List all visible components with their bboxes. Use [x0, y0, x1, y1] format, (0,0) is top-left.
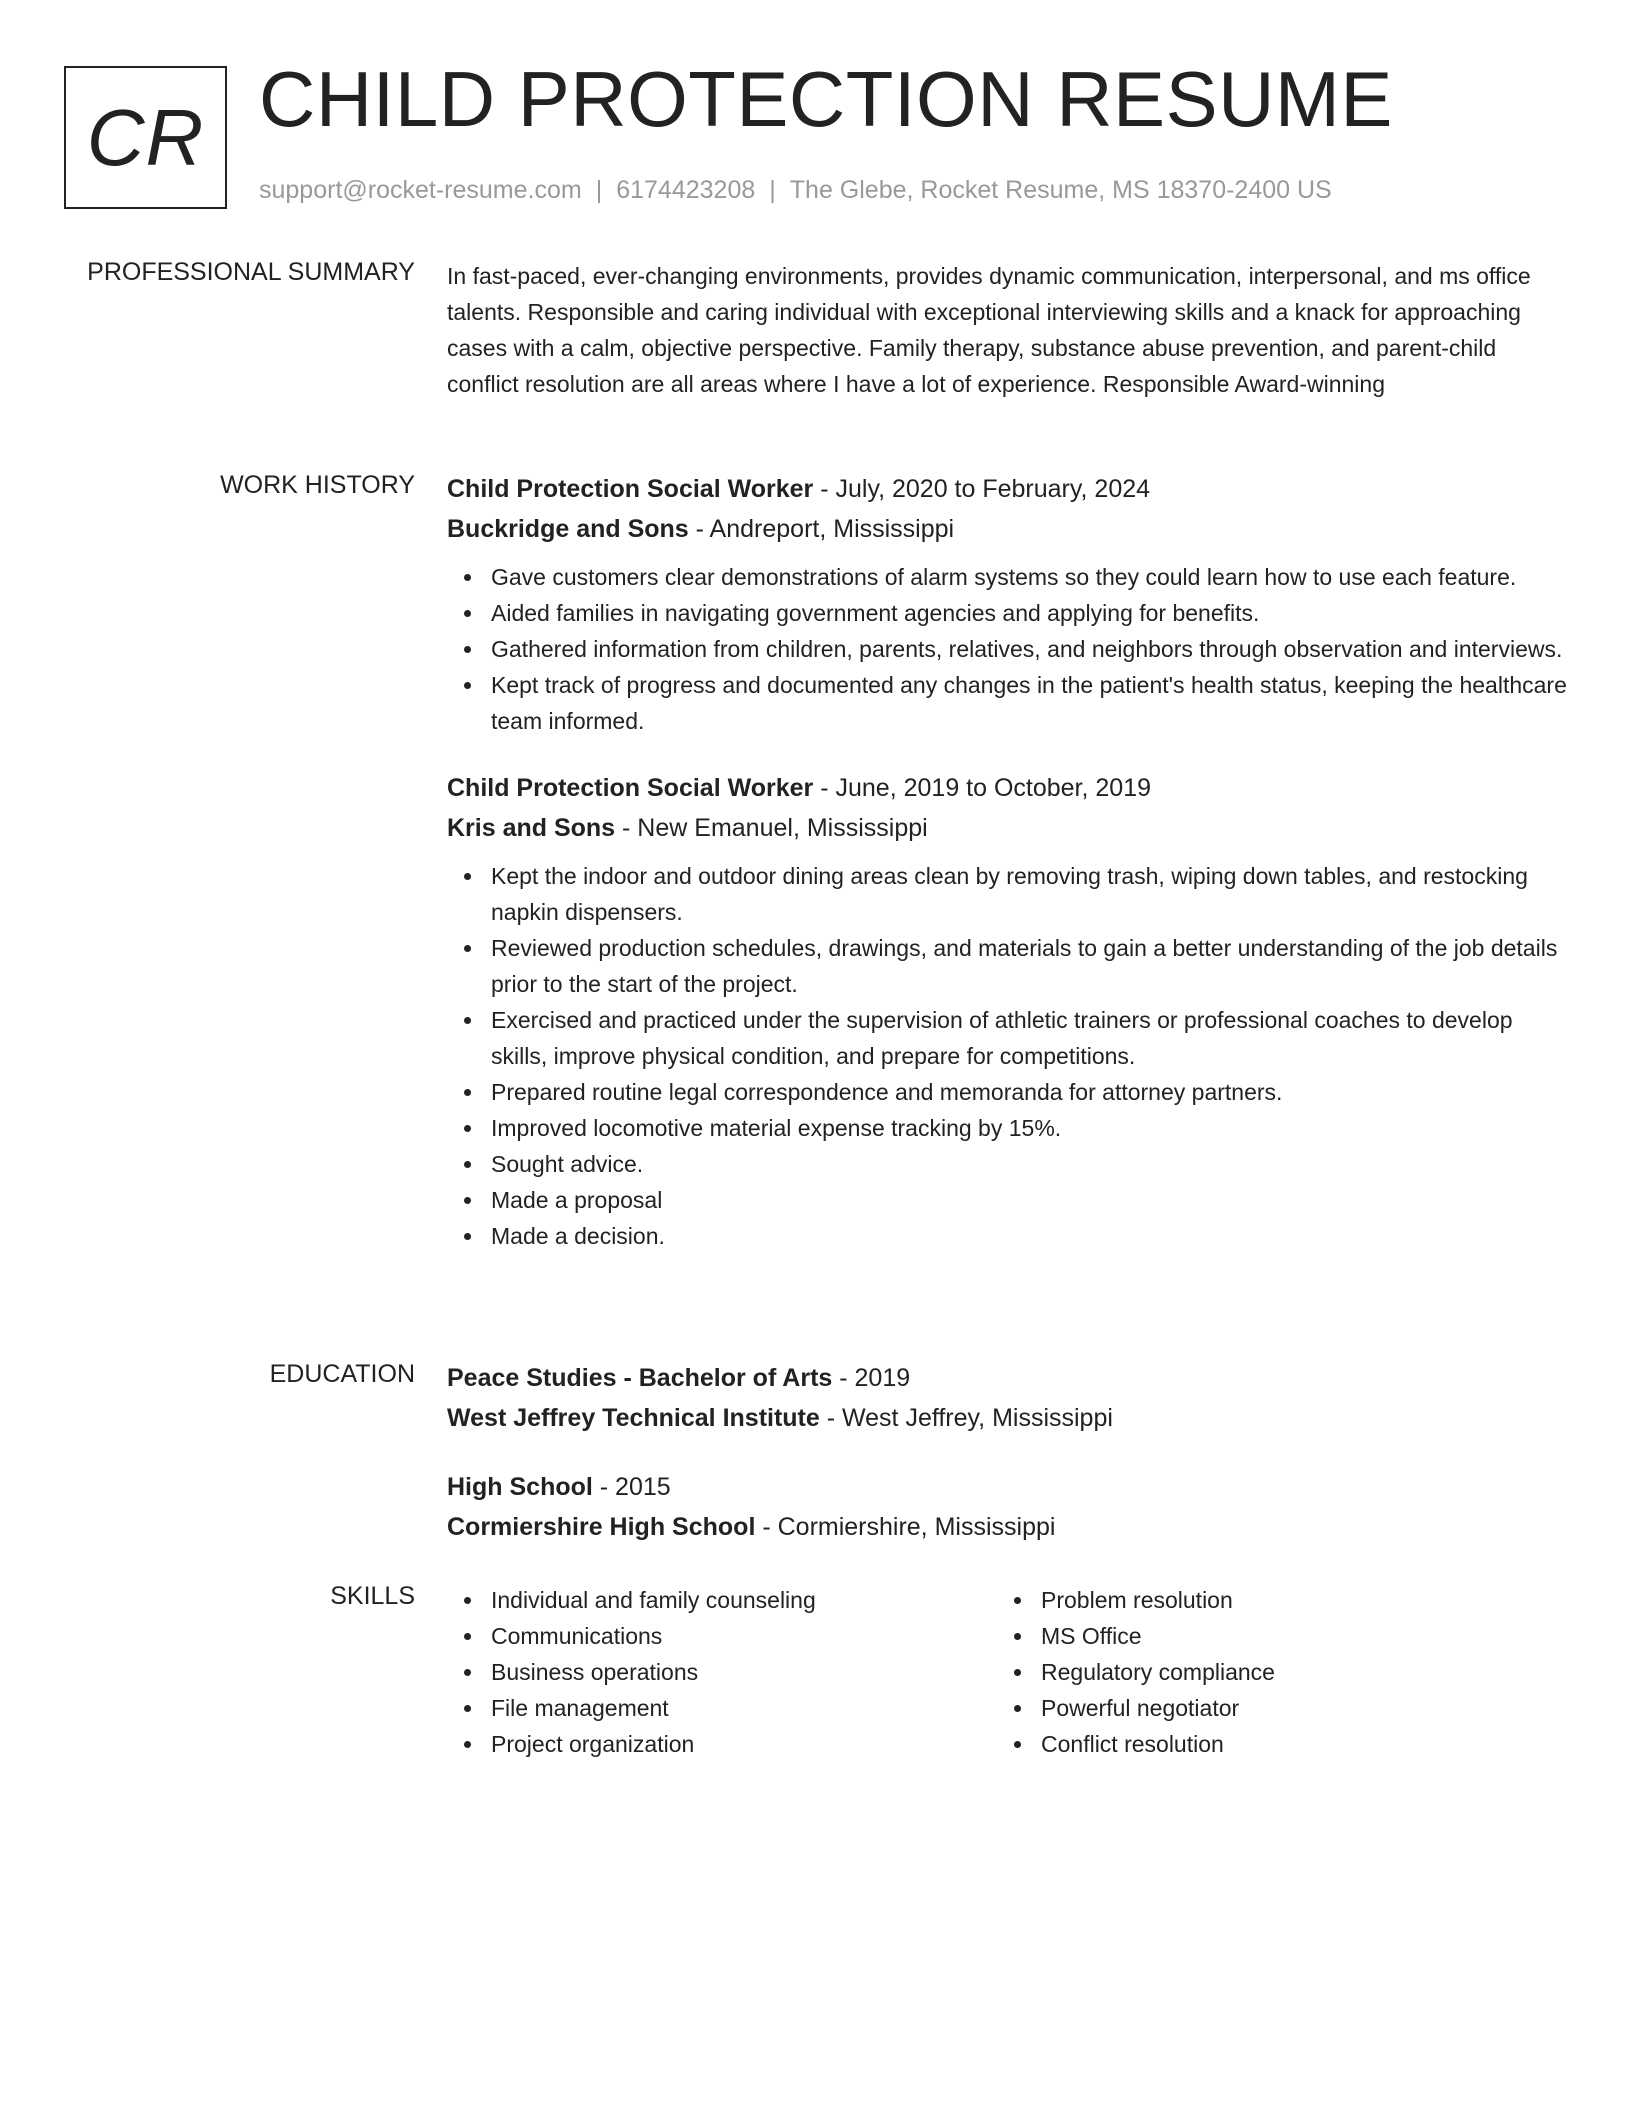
list-item: Reviewed production schedules, drawings, and materials to gain a better understanding of the job details prior to the start of the project. [447, 930, 1567, 1002]
list-item: Sought advice. [447, 1146, 1567, 1182]
job-company: Kris and Sons [447, 814, 616, 842]
job-company: Buckridge and Sons [447, 515, 689, 543]
skill-item: Regulatory compliance [997, 1654, 1547, 1690]
skills-list-right [997, 1582, 1547, 1762]
job-entry [447, 768, 1567, 1254]
monogram-text: CR [86, 92, 205, 182]
job-location: - New Emanuel, Mississippi [615, 814, 928, 842]
degree-year: - 2019 [832, 1364, 911, 1392]
skill-item: Individual and family counseling [447, 1582, 997, 1618]
skill-item: Conflict resolution [997, 1726, 1547, 1762]
monogram-logo [64, 66, 227, 209]
degree-year: - 2015 [592, 1473, 671, 1501]
skill-item: Problem resolution [997, 1582, 1547, 1618]
skill-item: Communications [447, 1618, 997, 1654]
job-title-line [447, 469, 1567, 509]
contact-separator: | [595, 176, 603, 204]
list-item: Made a decision. [447, 1218, 1567, 1254]
skill-item: Powerful negotiator [997, 1690, 1547, 1726]
skills-body [447, 1582, 1567, 1762]
skills-label: SKILLS [330, 1582, 415, 1610]
job-location: - Andreport, Mississippi [688, 515, 955, 543]
school-location: - West Jeffrey, Mississippi [819, 1404, 1113, 1432]
job-company-line [447, 808, 1567, 848]
list-item: Gathered information from children, parents, relatives, and neighbors through observation and interviews. [447, 631, 1567, 667]
job-title-line [447, 768, 1567, 808]
contact-address: The Glebe, Rocket Resume, MS 18370-2400 US [789, 176, 1332, 204]
list-item: Aided families in navigating government agencies and applying for benefits. [447, 595, 1567, 631]
summary-label: PROFESSIONAL SUMMARY [87, 258, 415, 286]
degree: High School [447, 1473, 593, 1501]
list-item: Exercised and practiced under the supervision of athletic trainers or professional coaches to develop skills, improve physical condition, and prepare for competitions. [447, 1002, 1567, 1074]
education-entry [447, 1467, 1567, 1547]
work-history-body [447, 469, 1567, 1254]
education-entry [447, 1358, 1567, 1438]
page-title: CHILD PROTECTION RESUME [259, 55, 1393, 143]
list-item: Kept the indoor and outdoor dining areas clean by removing trash, wiping down tables, and restocking napkin dispensers. [447, 858, 1567, 930]
list-item: Prepared routine legal correspondence and memoranda for attorney partners. [447, 1074, 1567, 1110]
contact-separator: | [769, 176, 776, 204]
contact-line [259, 176, 1332, 205]
education-label: EDUCATION [269, 1360, 415, 1388]
degree: Peace Studies - Bachelor of Arts [447, 1364, 833, 1392]
degree-line [447, 1358, 1567, 1398]
contact-phone: 6174423208 [616, 176, 756, 204]
skill-item: MS Office [997, 1618, 1547, 1654]
school-line [447, 1398, 1567, 1438]
list-item: Kept track of progress and documented any changes in the patient's health status, keeping the healthcare team informed. [447, 667, 1567, 739]
job-bullets [447, 858, 1567, 1254]
school-location: - Cormiershire, Mississippi [755, 1513, 1056, 1541]
degree-line [447, 1467, 1567, 1507]
work-history-label: WORK HISTORY [220, 471, 415, 499]
job-title: Child Protection Social Worker [447, 475, 814, 503]
job-company-line [447, 509, 1567, 549]
summary-text: In fast-paced, ever-changing environments, provides dynamic communication, interpersonal, and ms office talents. Responsible and caring individual with exceptional interviewing skills and a knack for approaching cases with a calm, objective perspective. Family therapy, substance abuse prevention, and parent-child conflict resolution are all areas where I have a lot of experience. Responsible Award-winning [447, 263, 1531, 397]
skill-item: Business operations [447, 1654, 997, 1690]
job-entry [447, 469, 1567, 739]
job-dates: - July, 2020 to February, 2024 [813, 475, 1151, 503]
skill-item: Project organization [447, 1726, 997, 1762]
school: Cormiershire High School [447, 1513, 756, 1541]
list-item: Gave customers clear demonstrations of alarm systems so they could learn how to use each feature. [447, 559, 1567, 595]
job-bullets [447, 559, 1567, 739]
list-item: Made a proposal [447, 1182, 1567, 1218]
school-line [447, 1507, 1567, 1547]
skills-list-left [447, 1582, 997, 1762]
school: West Jeffrey Technical Institute [447, 1404, 820, 1432]
job-dates: - June, 2019 to October, 2019 [813, 774, 1152, 802]
job-title: Child Protection Social Worker [447, 774, 814, 802]
skill-item: File management [447, 1690, 997, 1726]
list-item: Improved locomotive material expense tracking by 15%. [447, 1110, 1567, 1146]
education-body [447, 1358, 1567, 1547]
contact-email: support@rocket-resume.com [259, 176, 582, 204]
